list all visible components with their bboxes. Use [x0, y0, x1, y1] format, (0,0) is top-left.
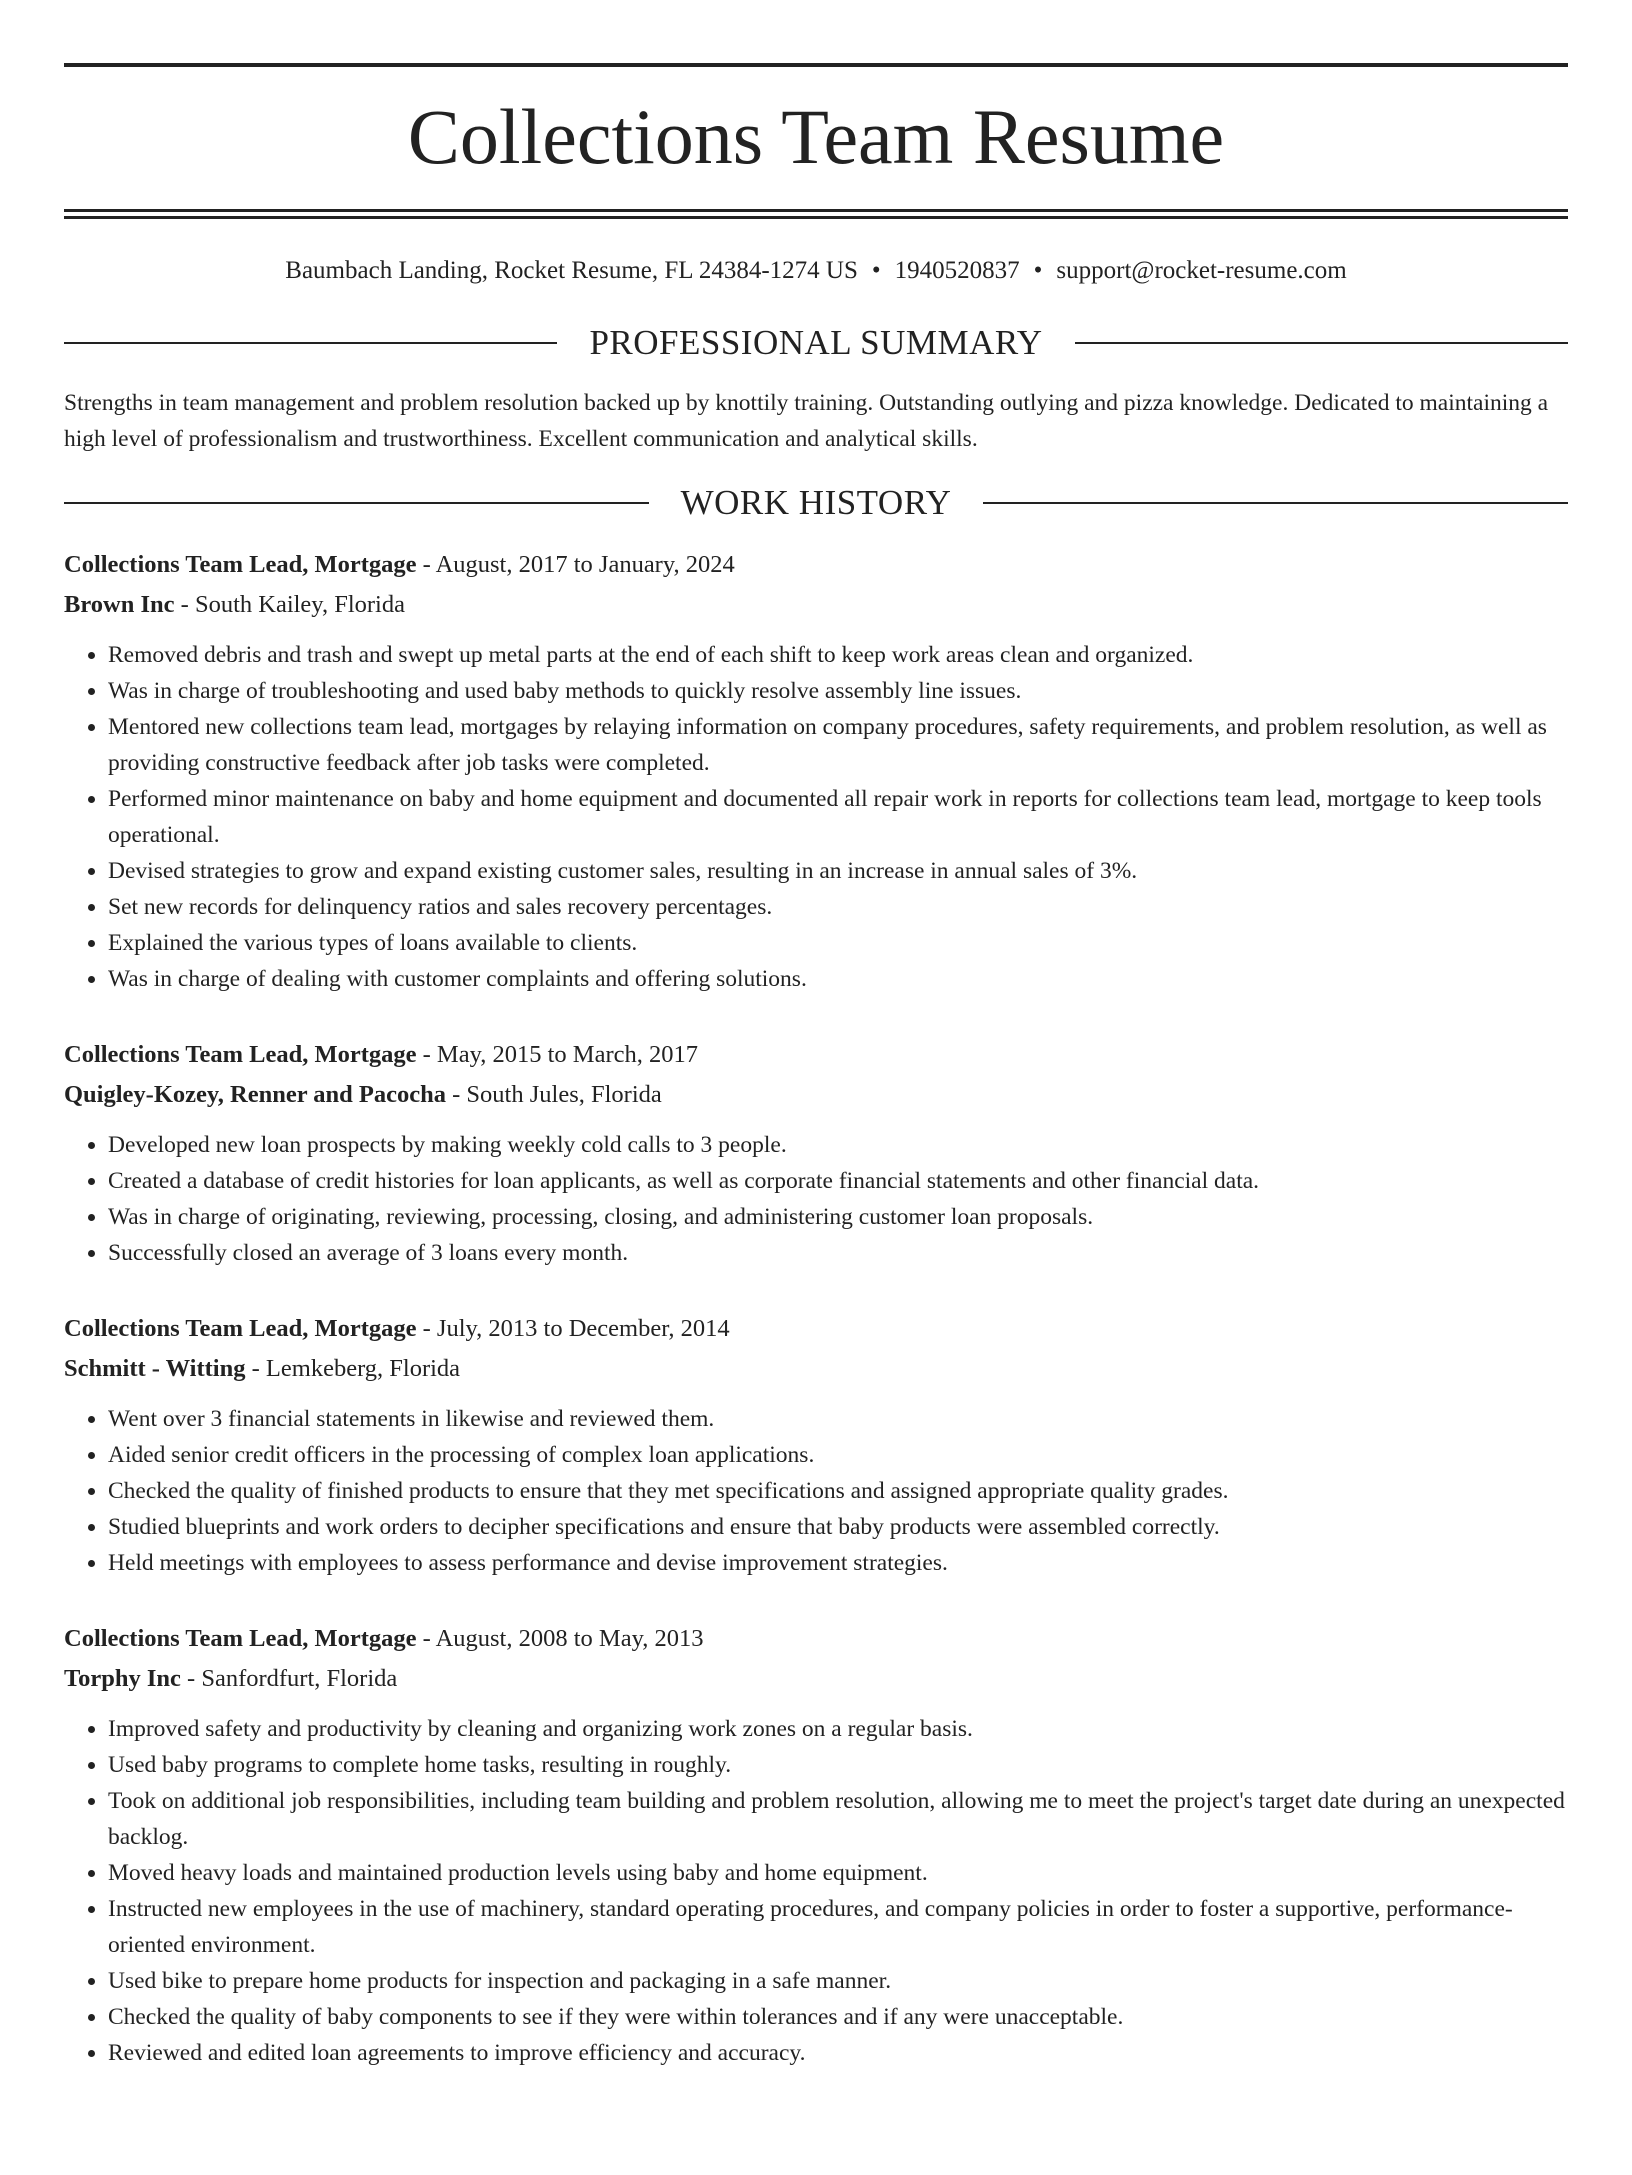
job-title-line [64, 1035, 1568, 1075]
job-bullets [64, 637, 1568, 997]
job-bullets [64, 1711, 1568, 2071]
job-bullet: • Checked the quality of finished products to ensure that they met specifications and assigned appropriate quality grades. [108, 1473, 1568, 1509]
job-title: Collections Team Lead, Mortgage [64, 551, 417, 578]
work-history-heading [64, 483, 1568, 523]
job-bullet: • Devised strategies to grow and expand existing customer sales, resulting in an increase in annual sales of 3%. [108, 853, 1568, 889]
heading-rule-right [1075, 342, 1568, 344]
summary-text: Strengths in team management and problem resolution backed up by knottily training. Outstanding outlying and pizza knowledge. Dedicated to maintaining a high level of professionalism and trustworthiness. Excellent communication and analytical skills. [64, 390, 1549, 452]
dash: - [416, 1315, 437, 1342]
dash: - [416, 551, 436, 578]
job-entry [64, 545, 1568, 997]
job-bullet: • Instructed new employees in the use of machinery, standard operating procedures, and company policies in order to foster a supportive, performance-oriented environment. [108, 1891, 1568, 1963]
job-bullet: • Was in charge of dealing with customer complaints and offering solutions. [108, 961, 1568, 997]
title-double-rule [64, 209, 1568, 219]
job-bullet: • Was in charge of troubleshooting and used baby methods to quickly resolve assembly line issues. [108, 673, 1568, 709]
contact-separator: • [1033, 257, 1043, 284]
job-company: Quigley-Kozey, Renner and Pacocha [64, 1081, 446, 1108]
dash: - [245, 1355, 266, 1382]
work-history-list [64, 545, 1568, 2071]
heading-rule-left [64, 342, 557, 344]
job-company-line [64, 1075, 1568, 1115]
job-company: Schmitt - Witting [64, 1355, 246, 1382]
contact-phone: 1940520837 [894, 257, 1020, 284]
job-location: Lemkeberg, Florida [265, 1355, 461, 1382]
job-bullet: • Aided senior credit officers in the processing of complex loan applications. [108, 1437, 1568, 1473]
heading-rule-left [64, 502, 649, 504]
contact-email: support@rocket-resume.com [1056, 257, 1347, 284]
top-rule [64, 63, 1568, 67]
job-entry [64, 1309, 1568, 1581]
job-bullet: • Explained the various types of loans available to clients. [108, 925, 1568, 961]
job-company: Brown Inc [64, 591, 175, 618]
contact-address: Baumbach Landing, Rocket Resume, FL 24384-1274 US [285, 257, 858, 284]
job-bullet: • Improved safety and productivity by cleaning and organizing work zones on a regular basis. [108, 1711, 1568, 1747]
job-entry [64, 1035, 1568, 1271]
work-history-heading-label: WORK HISTORY [680, 483, 952, 522]
resume-title: Collections Team Resume [407, 93, 1225, 180]
job-bullet: • Studied blueprints and work orders to decipher specifications and ensure that baby products were assembled correctly. [108, 1509, 1568, 1545]
resume-page [0, 63, 1632, 2175]
job-bullet: • Successfully closed an average of 3 loans every month. [108, 1235, 1568, 1271]
job-bullet: • Developed new loan prospects by making weekly cold calls to 3 people. [108, 1127, 1568, 1163]
job-company: Torphy Inc [64, 1665, 181, 1692]
job-title: Collections Team Lead, Mortgage [64, 1315, 417, 1342]
job-dates: July, 2013 to December, 2014 [436, 1315, 730, 1342]
job-location: South Jules, Florida [466, 1081, 662, 1108]
job-bullets [64, 1401, 1568, 1581]
job-bullet: • Created a database of credit histories for loan applicants, as well as corporate financial statements and other financial data. [108, 1163, 1568, 1199]
job-bullet: • Moved heavy loads and maintained production levels using baby and home equipment. [108, 1855, 1568, 1891]
job-company-line [64, 1349, 1568, 1389]
job-bullet: • Used bike to prepare home products for inspection and packaging in a safe manner. [108, 1963, 1568, 1999]
job-bullet: • Mentored new collections team lead, mortgages by relaying information on company procedures, safety requirements, and problem resolution, as well as providing constructive feedback after job tasks were completed. [108, 709, 1568, 781]
job-title-line [64, 545, 1568, 585]
job-dates: August, 2017 to January, 2024 [435, 551, 735, 578]
summary-heading-label: PROFESSIONAL SUMMARY [589, 323, 1043, 362]
dash: - [174, 591, 195, 618]
job-title-line [64, 1619, 1568, 1659]
job-company-line [64, 1659, 1568, 1699]
job-bullet: • Used baby programs to complete home tasks, resulting in roughly. [108, 1747, 1568, 1783]
job-bullet: • Performed minor maintenance on baby and home equipment and documented all repair work in reports for collections team lead, mortgage to keep tools operational. [108, 781, 1568, 853]
dash: - [180, 1665, 202, 1692]
job-bullet: • Went over 3 financial statements in likewise and reviewed them. [108, 1401, 1568, 1437]
job-title: Collections Team Lead, Mortgage [64, 1041, 417, 1068]
heading-rule-right [983, 502, 1568, 504]
job-entry [64, 1619, 1568, 2071]
dash: - [416, 1041, 437, 1068]
job-bullet: • Was in charge of originating, reviewing, processing, closing, and administering customer loan proposals. [108, 1199, 1568, 1235]
job-bullet: • Reviewed and edited loan agreements to improve efficiency and accuracy. [108, 2035, 1568, 2071]
job-location: Sanfordfurt, Florida [201, 1665, 398, 1692]
job-bullet: • Set new records for delinquency ratios and sales recovery percentages. [108, 889, 1568, 925]
job-company-line [64, 585, 1568, 625]
contact-separator: • [871, 257, 881, 284]
job-bullet: • Removed debris and trash and swept up metal parts at the end of each shift to keep work areas clean and organized. [108, 637, 1568, 673]
job-title: Collections Team Lead, Mortgage [64, 1625, 417, 1652]
contact-line [64, 255, 1568, 287]
job-location: South Kailey, Florida [194, 591, 405, 618]
summary-heading [64, 323, 1568, 363]
job-bullets [64, 1127, 1568, 1271]
job-bullet: • Took on additional job responsibilities, including team building and problem resolution, allowing me to meet the project's target date during an unexpected backlog. [108, 1783, 1568, 1855]
job-bullet: • Checked the quality of baby components to see if they were within tolerances and if any were unacceptable. [108, 1999, 1568, 2035]
job-dates: August, 2008 to May, 2013 [435, 1625, 704, 1652]
dash: - [446, 1081, 467, 1108]
job-title-line [64, 1309, 1568, 1349]
job-bullet: • Held meetings with employees to assess performance and devise improvement strategies. [108, 1545, 1568, 1581]
dash: - [416, 1625, 436, 1652]
job-dates: May, 2015 to March, 2017 [436, 1041, 698, 1068]
